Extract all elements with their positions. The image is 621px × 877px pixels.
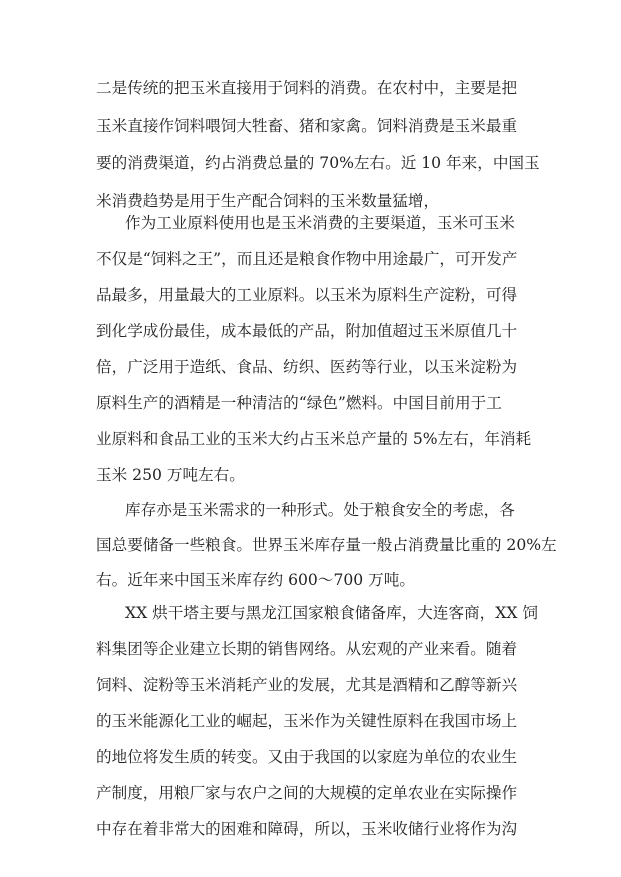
text-line: 玉米直接作饲料喂饲大牲畜、猪和家禽。饲料消费是玉米最重 [96, 117, 518, 135]
text-line: 倍，广泛用于造纸、食品、纺织、医药等行业，以玉米淀粉为 [96, 358, 518, 376]
text-line: XX 烘干塔主要与黑龙江国家粮食储备库，大连客商，XX 饲 [125, 604, 538, 622]
text-line: 品最多，用量最大的工业原料。以玉米为原料生产淀粉，可得 [96, 286, 518, 304]
text-line: 的玉米能源化工业的崛起，玉米作为关键性原料在我国市场上 [96, 712, 518, 730]
text-line: 原料生产的酒精是一种清洁的“绿色”燃料。中国目前用于工 [96, 394, 502, 412]
text-line: 玉米 250 万吨左右。 [96, 466, 245, 484]
text-line: 作为工业原料使用也是玉米消费的主要渠道，玉米可玉米 [125, 214, 515, 232]
text-line: 要的消费渠道，约占消费总量的 70%左右。近 10 年来，中国玉 [96, 154, 540, 172]
text-line: 右。近年来中国玉米库存约 600～700 万吨。 [96, 571, 415, 589]
text-line: 业原料和食品工业的玉米大约占玉米总产量的 5%左右，年消耗 [96, 430, 532, 448]
text-line: 国总要储备一些粮食。世界玉米库存量一般占消费量比重的 20%左 [96, 536, 557, 554]
text-line: 饲料、淀粉等玉米消耗产业的发展，尤其是酒精和乙醇等新兴 [96, 676, 518, 694]
text-line: 二是传统的把玉米直接用于饲料的消费。在农村中，主要是把 [96, 79, 518, 97]
text-line: 到化学成份最佳，成本最低的产品，附加值超过玉米原值几十 [96, 322, 518, 340]
text-line: 不仅是“饲料之王”，而且还是粮食作物中用途最广，可开发产 [96, 250, 518, 268]
text-line: 米消费趋势是用于生产配合饲料的玉米数量猛增， [96, 192, 440, 210]
text-line: 中存在着非常大的困难和障碍，所以，玉米收储行业将作为沟 [96, 820, 518, 838]
text-line: 产制度，用粮厂家与农户之间的大规模的定单农业在实际操作 [96, 784, 518, 802]
text-line: 的地位将发生质的转变。又由于我国的以家庭为单位的农业生 [96, 748, 518, 766]
text-line: 库存亦是玉米需求的一种形式。处于粮食安全的考虑，各 [125, 501, 515, 519]
text-line: 料集团等企业建立长期的销售网络。从宏观的产业来看。随着 [96, 640, 518, 658]
